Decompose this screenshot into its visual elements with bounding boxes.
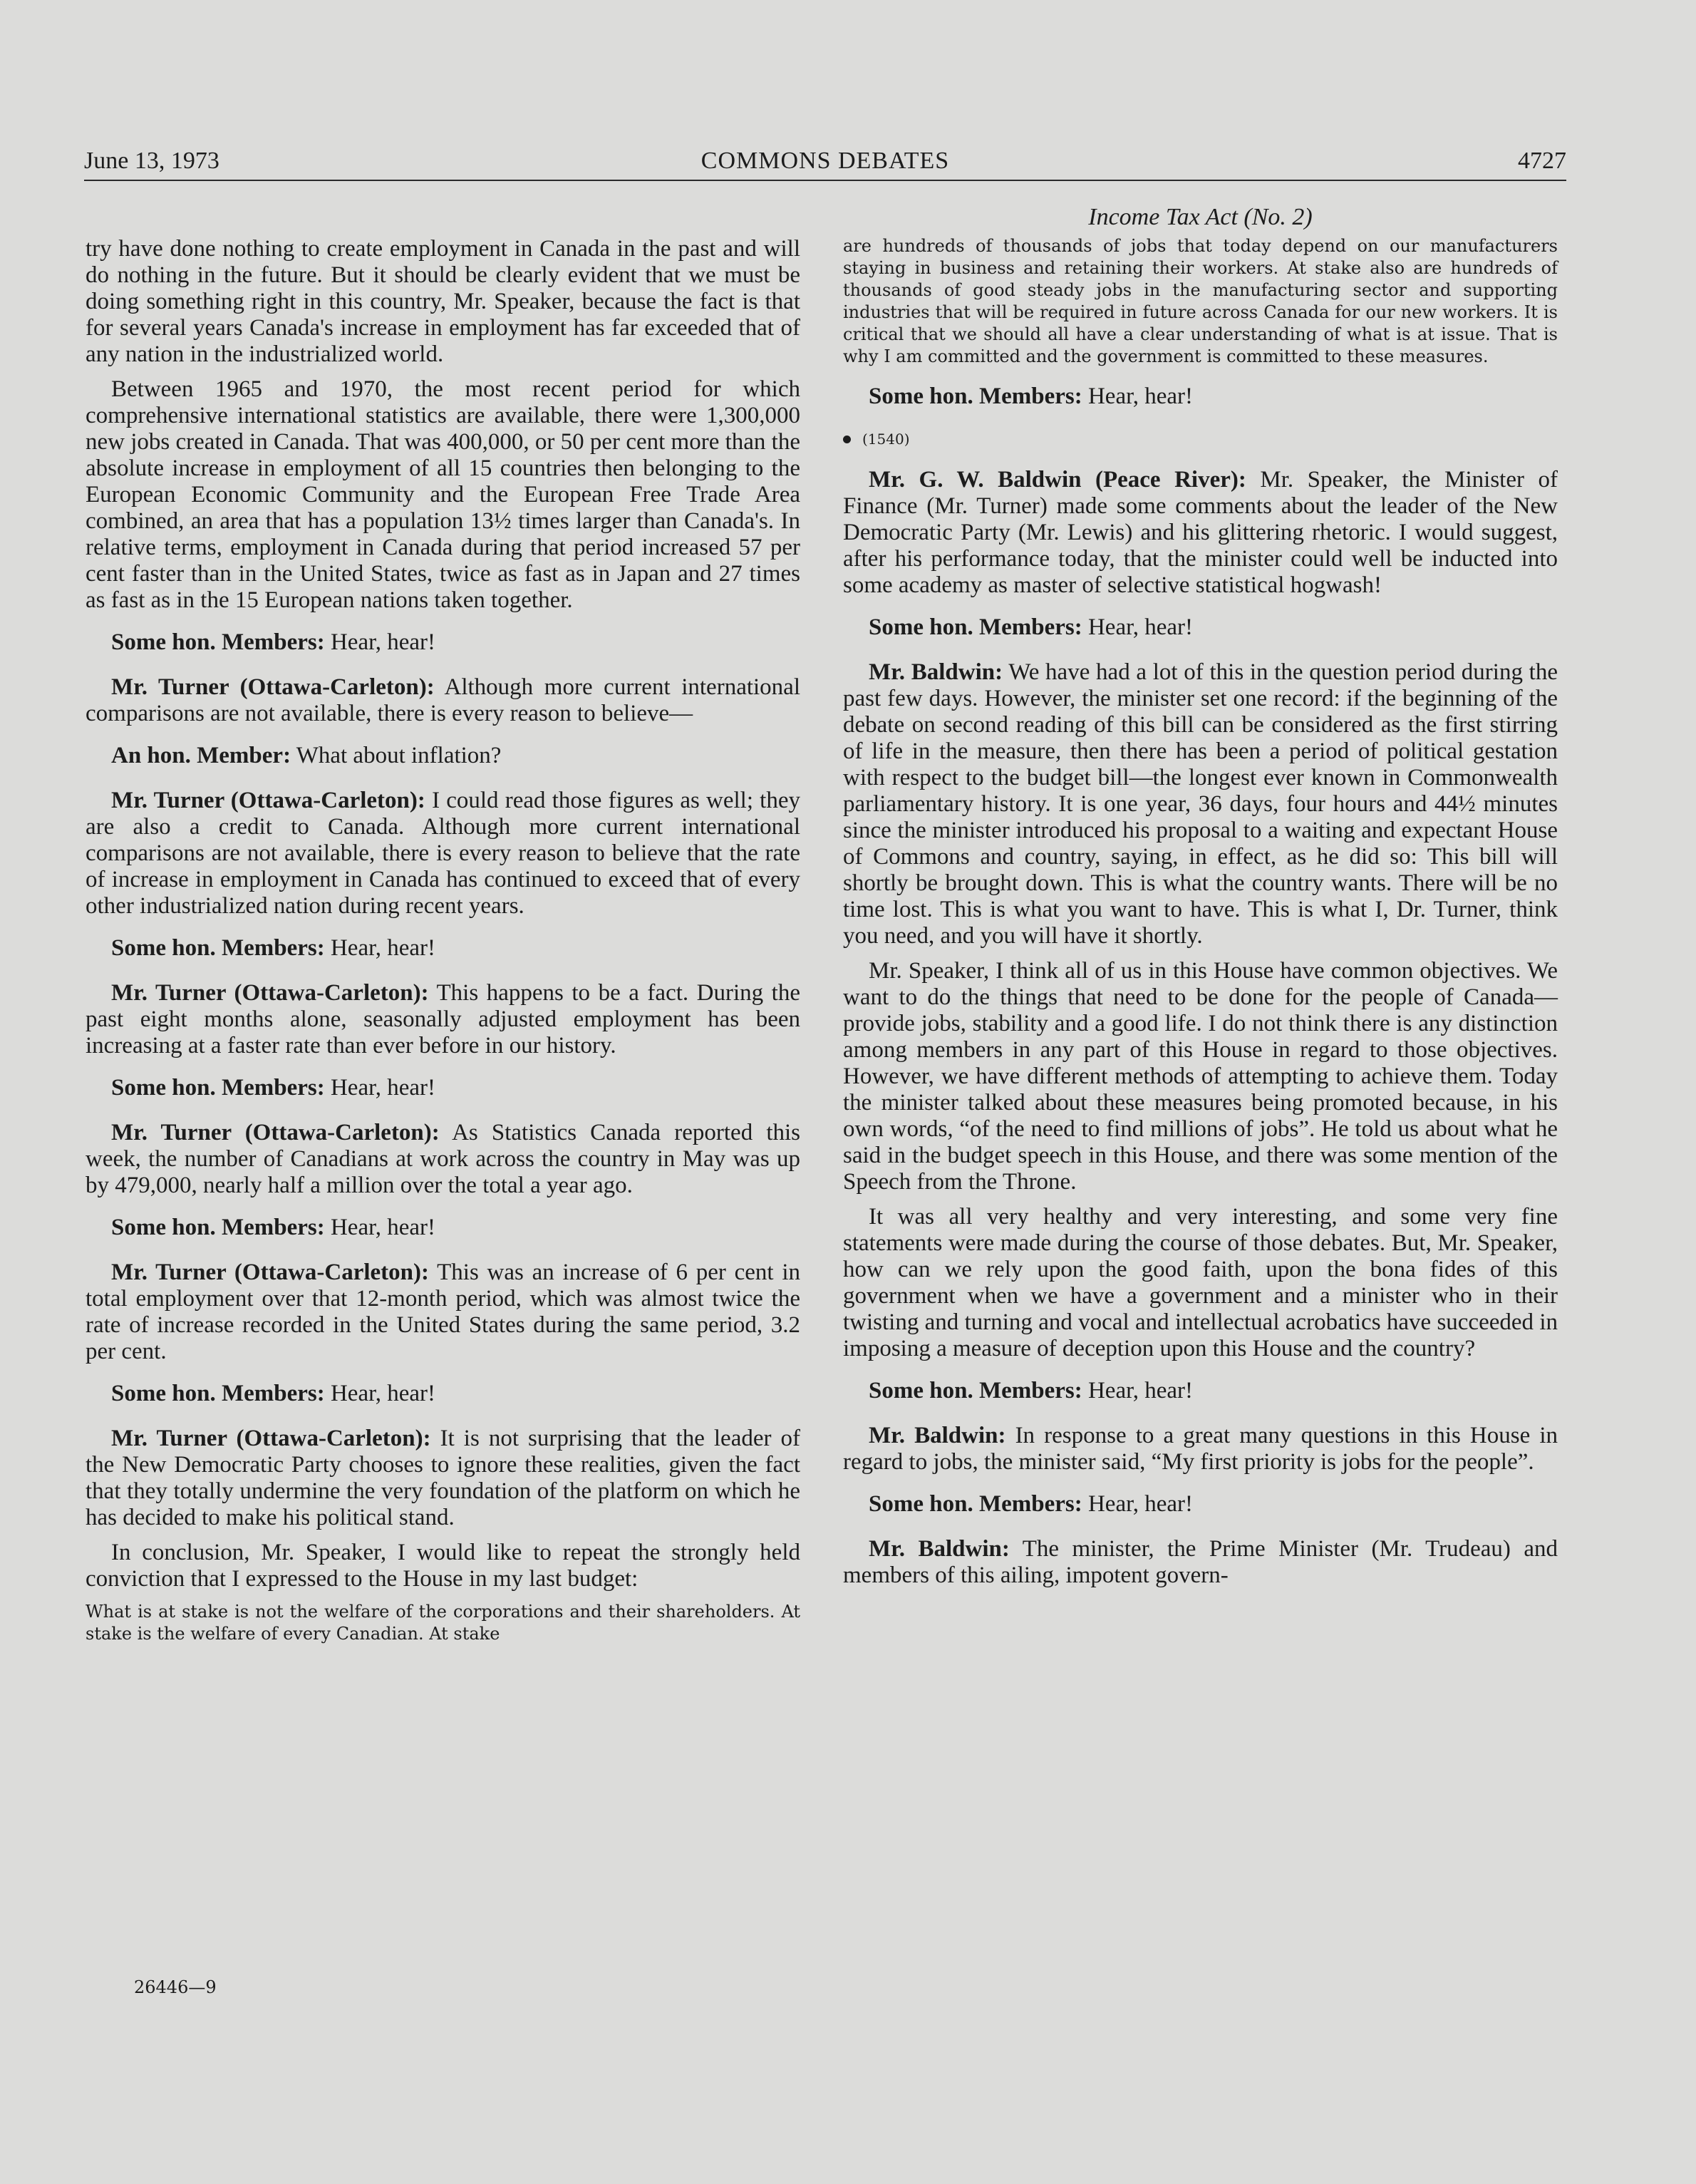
speech-text: Hear, hear! (324, 629, 436, 655)
speech-paragraph (86, 1260, 800, 1365)
speech-paragraph (843, 659, 1558, 949)
speaker-name: Some hon. Members: (111, 1075, 325, 1101)
speech-text: As Statistics Canada reported this week, the number of Canadians at work across the country in May was up by 479,000, nearly half a million over the total a year ago. (86, 1120, 800, 1198)
speech-text: The minister, the Prime Minister (Mr. Trudeau) and members of this ailing, impotent govern- (843, 1536, 1558, 1588)
speaker-name: Some hon. Members: (111, 1215, 325, 1240)
speech-text: I could read those figures as well; they are also a credit to Canada. Although more current international comparisons are not available, there is every reason to believe that the rate of increase in employment in Canada has continued to exceed that of every other industrialized nation during recent years. (86, 788, 800, 919)
interjection (843, 614, 1558, 641)
speaker-name: Mr. Turner (Ottawa-Carleton): (111, 1120, 440, 1145)
speaker-name: Some hon. Members: (111, 935, 325, 961)
speaker-name: Some hon. Members: (869, 1378, 1082, 1403)
speech-paragraph (843, 467, 1558, 599)
speech-text: Hear, hear! (1082, 383, 1194, 409)
speech-text: Mr. Speaker, the Minister of Finance (Mr. Turner) made some comments about the leader of the New Democratic Party (Mr. Lewis) and his glittering rhetoric. I would suggest, after his performance today, that the minister could well be inducted into some academy as master of selective statistical hogwash! (843, 467, 1558, 598)
speaker-name: Mr. Turner (Ottawa-Carleton): (111, 1426, 431, 1451)
speaker-name: Mr. Baldwin: (869, 659, 1003, 685)
interjection (86, 1215, 800, 1241)
paragraph: Between 1965 and 1970, the most recent period for which comprehensive international statistics are available, there were 1,300,000 new jobs created in Canada. That was 400,000, or 50 per cent more than the absolute increase in employment of all 15 countries then belonging to the European Economic Community and the European Free Trade Area combined, an area that has a population 13½ times larger than Canada's. In relative terms, employment in Canada during that period increased 57 per cent faster than in the United States, twice as fast as in Japan and 27 times as fast as in the 15 European nations taken together. (86, 376, 800, 613)
header-title: COMMONS DEBATES (700, 148, 950, 174)
speech-paragraph (86, 1426, 800, 1531)
interjection (86, 743, 800, 769)
speech-text: Although more current international comparisons are not available, there is every reason to believe— (86, 674, 800, 726)
speaker-name: Mr. Turner (Ottawa-Carleton): (111, 674, 435, 700)
interjection (843, 1378, 1558, 1404)
speech-text: Hear, hear! (1082, 614, 1194, 640)
interjection (86, 1381, 800, 1407)
speech-text: Hear, hear! (1082, 1378, 1194, 1403)
block-quote: What is at stake is not the welfare of the corporations and their shareholders. At stake is the welfare of every Canadian. At stake (86, 1602, 800, 1644)
time-marker-text: (1540) (862, 431, 910, 448)
speaker-name: Some hon. Members: (869, 1491, 1082, 1517)
speech-paragraph (843, 1536, 1558, 1589)
speech-paragraph (86, 674, 800, 727)
speaker-name: Mr. Turner (Ottawa-Carleton): (111, 788, 425, 813)
paragraph: In conclusion, Mr. Speaker, I would like to repeat the strongly held conviction that I expressed to the House in my last budget: (86, 1540, 800, 1592)
time-marker (843, 428, 1558, 450)
speech-text: It is not surprising that the leader of the New Democratic Party chooses to ignore these realities, given the fact that they totally undermine the very foundation of the platform on which he has decided to make his political stand. (86, 1426, 800, 1530)
speaker-name: Mr. Baldwin: (869, 1536, 1010, 1562)
speech-text: Hear, hear! (1082, 1491, 1194, 1517)
page-header (84, 145, 1566, 181)
speaker-name: Mr. Turner (Ottawa-Carleton): (111, 980, 429, 1006)
running-title: Income Tax Act (No. 2) (1088, 204, 1313, 230)
interjection (86, 1075, 800, 1101)
bullet-icon (843, 436, 851, 443)
speaker-name: Mr. Turner (Ottawa-Carleton): (111, 1260, 429, 1285)
paragraph: try have done nothing to create employment in Canada in the past and will do nothing in the future. But it should be clearly evident that we must be doing something right in this country, Mr. Speaker, because the fact is that for several years Canada's increase in employment has far exceeded that of any nation in the industrialized world. (86, 236, 800, 367)
speech-text: Hear, hear! (324, 1381, 436, 1406)
speech-text: Hear, hear! (324, 935, 436, 961)
interjection (86, 935, 800, 962)
paragraph: Mr. Speaker, I think all of us in this House have common objectives. We want to do the things that need to be done for the people of Canada—provide jobs, stability and a good life. I do not think there is any distinction among members in any part of this House in regard to those objectives. However, we have different methods of attempting to achieve them. Today the minister talked about these measures being promoted because, in his own words, “of the need to find millions of jobs”. He told us about what he said in the budget speech in this House, and there was some mention of the Speech from the Throne. (843, 958, 1558, 1195)
page-number: 4727 (1518, 148, 1566, 174)
speech-paragraph (86, 788, 800, 920)
left-column (86, 236, 800, 1657)
speech-paragraph (86, 1120, 800, 1199)
block-quote: are hundreds of thousands of jobs that today depend on our manufacturers staying in business and retaining their workers. At stake also are hundreds of thousands of good steady jobs in the manufacturing sector and supporting industries that will be required in future across Canada for our new workers. It is critical that we should all have a clear understanding of what is at issue. That is why I am committed and the government is committed to these measures. (843, 236, 1558, 366)
interjection (843, 383, 1558, 410)
speech-text: This happens to be a fact. During the past eight months alone, seasonally adjusted employment has been increasing at a faster rate than ever before in our history. (86, 980, 800, 1058)
interjection (86, 629, 800, 656)
speech-paragraph (843, 1423, 1558, 1475)
speech-text: We have had a lot of this in the question period during the past few days. However, the minister set one record: if the beginning of the debate on second reading of this bill can be considered as the first stirring of life in the measure, then there has been a period of political gestation with respect to the budget bill—the longest ever known in Commonwealth parliamentary history. It is one year, 36 days, four hours and 44½ minutes since the minister introduced his proposal to a waiting and expectant House of Commons and country, saying, in effect, as he did so: This bill will shortly be brought down. This is what the country wants. There will be no time lost. This is what you want to have. This is what I, Dr. Turner, think you need, and you will have it shortly. (843, 659, 1558, 949)
speech-text: This was an increase of 6 per cent in total employment over that 12-month period, which was almost twice the rate of increase recorded in the United States during the same period, 3.2 per cent. (86, 1260, 800, 1364)
footer-code: 26446—9 (134, 1977, 217, 1997)
speech-text: Hear, hear! (324, 1215, 436, 1240)
speech-text: What about inflation? (291, 743, 502, 768)
interjection (843, 1491, 1558, 1518)
header-date: June 13, 1973 (84, 148, 219, 174)
speaker-name: Some hon. Members: (111, 629, 325, 655)
speech-text: In response to a great many questions in this House in regard to jobs, the minister said, “My first priority is jobs for the people”. (843, 1423, 1558, 1475)
speaker-name: Some hon. Members: (869, 383, 1082, 409)
speaker-name: Some hon. Members: (111, 1381, 325, 1406)
speech-paragraph (86, 980, 800, 1059)
paragraph: It was all very healthy and very interesting, and some very fine statements were made during the course of those debates. But, Mr. Speaker, how can we rely upon the good faith, upon the bona fides of this government when we have a government and a minister who in their twisting and turning and vocal and intellectual acrobatics have succeeded in imposing a measure of deception upon this House and the country? (843, 1204, 1558, 1361)
right-column (843, 201, 1558, 1597)
speaker-name: Some hon. Members: (869, 614, 1082, 640)
speaker-name: Mr. Baldwin: (869, 1423, 1006, 1448)
speaker-name: An hon. Member: (111, 743, 291, 768)
speaker-name: Mr. G. W. Baldwin (Peace River): (869, 467, 1246, 493)
speech-text: Hear, hear! (324, 1075, 436, 1101)
